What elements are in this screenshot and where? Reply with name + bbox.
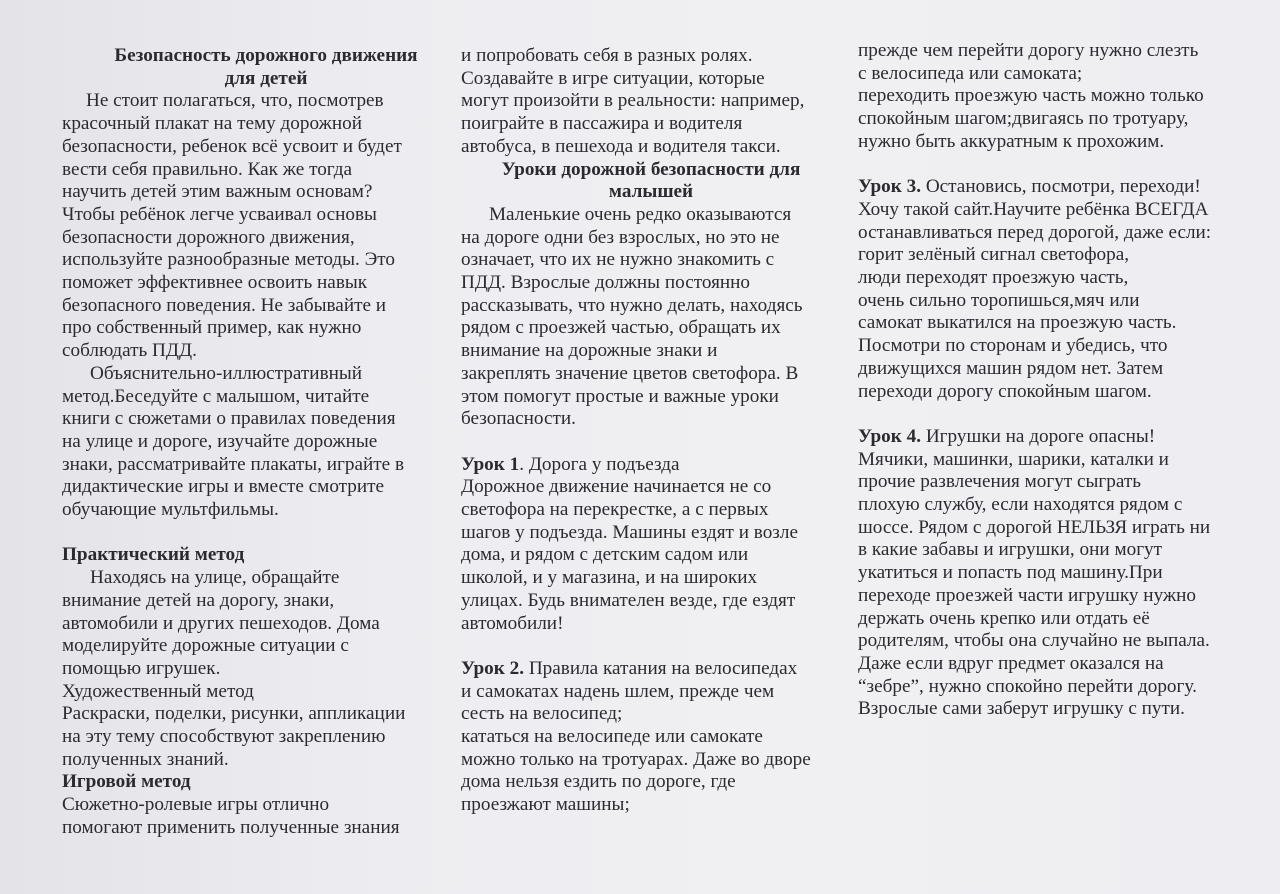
text-line: переходи дорогу спокойным шагом. [858, 380, 1152, 402]
text-line: можно только на тротуарах. Даже во дворе [461, 748, 811, 770]
game-method-continuation [461, 45, 841, 159]
text-line: Хочу такой сайт.Научите ребёнка ВСЕГДА [858, 198, 1209, 220]
text-line: моделируйте дорожные ситуации с [62, 635, 349, 657]
text-line: вести себя правильно. Как же тогда [62, 158, 352, 180]
text-line: шоссе. Рядом с дорогой НЕЛЬЗЯ играть ни [858, 516, 1211, 538]
text-line: Чтобы ребёнок легче усваивал основы [62, 203, 377, 225]
artistic-method-heading: Художественный метод [62, 680, 254, 702]
text-line: прочие развлечения могут сыграть [858, 471, 1142, 493]
text-line: Безопасность дорожного движения [114, 45, 418, 66]
text-line: движущихся машин рядом нет. Затем [858, 357, 1164, 379]
lessons-intro-paragraph [461, 204, 841, 431]
lesson-1-paragraph [461, 476, 841, 635]
text-line: Посмотри по сторонам и убедись, что [858, 335, 1168, 357]
text-line: автомобили и других пешеходов. Дома [62, 612, 380, 634]
text-line: сесть на велосипед; [461, 703, 623, 725]
text-line: кататься на велосипеде или самокате [461, 726, 763, 748]
text-line: автомобили! [461, 612, 564, 634]
text-line: рядом с проезжей частью, обращать их [461, 317, 781, 339]
lesson-3-heading [858, 176, 1238, 199]
text-line: шагов у подъезда. Машины ездят и возле [461, 521, 798, 543]
text-line: светофора на перекрестке, а с первых [461, 499, 769, 521]
text-line: внимание детей на дорогу, знаки, [62, 589, 335, 611]
text-line: метод.Беседуйте с малышом, читайте [62, 385, 370, 407]
text-line: и попробовать себя в разных ролях. [461, 45, 753, 66]
text-line: поиграйте в пассажира и водителя [461, 113, 743, 135]
text-line: улицах. Будь внимателен везде, где ездят [461, 589, 796, 611]
text-line: нужно быть аккуратным к прохожим. [858, 130, 1165, 152]
text-line: книги с сюжетами о правилах поведения [62, 408, 396, 430]
text-line: “зебре”, нужно спокойно перейти дорогу. [858, 675, 1197, 697]
text-line: дидактические игры и вместе смотрите [62, 476, 385, 498]
lessons-title [461, 159, 841, 204]
text-line: с велосипеда или самоката; [858, 62, 1083, 84]
text-line: Дорожное движение начинается не со [461, 476, 772, 498]
illustrative-method-paragraph [62, 363, 440, 522]
text-line: Мячики, машинки, шарики, каталки и [858, 448, 1169, 470]
text-line: проезжают машины; [461, 794, 630, 816]
text-line: прежде чем перейти дорогу нужно слезть [858, 40, 1199, 61]
lesson-3-title: Остановись, посмотри, переходи! [921, 176, 1201, 198]
text-line: рассказывать, что нужно делать, находясь [461, 294, 803, 316]
lesson-1-heading [461, 454, 841, 477]
text-line: могут произойти в реальности: например, [461, 90, 805, 112]
text-line: Создавайте в игре ситуации, которые [461, 67, 765, 89]
text-line: школой, и у магазина, и на широких [461, 567, 758, 589]
text-line: Находясь на улице, обращайте [90, 567, 340, 589]
lesson-2-paragraph [461, 681, 841, 817]
text-line: Маленькие очень редко оказываются [489, 203, 792, 225]
lesson-4-label: Урок 4. [858, 425, 922, 447]
text-line: родителям, чтобы она случайно не выпала. [858, 630, 1210, 652]
intro-paragraph-cont [62, 136, 440, 363]
text-line: Не стоит полагаться, что, посмотрев [86, 90, 384, 112]
text-line: красочный плакат на тему дорожной [62, 113, 362, 135]
practical-method-paragraph [62, 567, 440, 681]
column-1 [62, 0, 440, 840]
text-line: безопасного поведения. Не забывайте и [62, 294, 387, 316]
text-line: научить детей этим важным основам? [62, 181, 373, 203]
text-line: помощью игрушек. [62, 657, 221, 679]
text-line: ПДД. Взрослые должны постоянно [461, 272, 751, 294]
text-line: плохую службу, если находятся рядом с [858, 494, 1183, 516]
lesson-4-paragraph [858, 449, 1238, 721]
text-line: Даже если вдруг предмет оказался на [858, 652, 1164, 674]
lesson-2-title: Правила катания на велосипедах [524, 657, 798, 679]
text-line: знаки, рассматривайте плакаты, играйте в [62, 453, 405, 475]
leaflet-title [62, 45, 440, 90]
text-line: в какие забавы и игрушки, они могут [858, 539, 1163, 561]
text-line: соблюдать ПДД. [62, 340, 197, 362]
text-line: закреплять значение цветов светофора. В [461, 362, 799, 384]
text-line: горит зелёный сигнал светофора, [858, 244, 1130, 266]
lesson-4-heading [858, 426, 1238, 449]
intro-paragraph [62, 90, 440, 135]
text-line: очень сильно торопишься,мяч или [858, 289, 1140, 311]
lesson-2-heading [461, 658, 841, 681]
text-line: означает, что их не нужно знакомить с [461, 249, 775, 271]
text-line: используйте разнообразные методы. Это [62, 249, 395, 271]
text-line: самокат выкатился на проезжую часть. [858, 312, 1177, 334]
text-line: люди переходят проезжую часть, [858, 267, 1129, 289]
text-line: Объяснительно-иллюстративный [90, 362, 363, 384]
lesson-2-label: Урок 2. [461, 657, 525, 679]
text-line: держать очень крепко или отдать её [858, 607, 1150, 629]
text-line: на улице и дороге, изучайте дорожные [62, 430, 378, 452]
text-line: безопасности дорожного движения, [62, 226, 355, 248]
text-line: малышей [608, 181, 694, 203]
text-line: обучающие мультфильмы. [62, 499, 279, 521]
text-line: безопасности, ребенок всё усвоит и будет [62, 135, 402, 157]
text-line: этом помогут простые и важные уроки [461, 385, 779, 407]
text-line: укатиться и попасть под машину.При [858, 562, 1163, 584]
text-line: и самокатах надень шлем, прежде чем [461, 680, 775, 702]
text-line: про собственный пример, как нужно [62, 317, 362, 339]
text-line: спокойным шагом;двигаясь по тротуару, [858, 108, 1189, 130]
text-line: Взрослые сами заберут игрушку с пути. [858, 698, 1185, 720]
text-line: дома нельзя ездить по дороге, где [461, 771, 736, 793]
lesson-4-title: Игрушки на дороге опасны! [921, 425, 1156, 447]
lesson-1-label: Урок 1 [461, 453, 520, 475]
lesson-3-paragraph [858, 199, 1238, 403]
text-line: автобуса, в пешехода и водителя такси. [461, 135, 781, 157]
text-line: на эту тему способствуют закреплению [62, 726, 386, 748]
text-line: внимание на дорожные знаки и [461, 340, 718, 362]
artistic-method-paragraph [62, 703, 440, 771]
practical-method-heading: Практический метод [62, 544, 245, 566]
text-line: переходить проезжую часть можно только [858, 85, 1204, 107]
text-line: безопасности. [461, 408, 576, 430]
text-line: для детей [224, 67, 308, 89]
text-line: на дороге одни без взрослых, но это не [461, 226, 780, 248]
game-method-heading: Игровой метод [62, 771, 191, 793]
text-line: Раскраски, поделки, рисунки, аппликации [62, 703, 406, 725]
text-line: помогают применить полученные знания [62, 816, 400, 838]
text-line: останавливаться перед дорогой, даже если: [858, 221, 1212, 243]
text-line: дома, и рядом с детским садом или [461, 544, 749, 566]
text-line: Сюжетно-ролевые игры отлично [62, 794, 330, 816]
text-line: Уроки дорожной безопасности для [501, 158, 801, 180]
text-line: поможет эффективнее освоить навык [62, 272, 368, 294]
lesson-3-label: Урок 3. [858, 176, 922, 198]
column-3 [858, 0, 1238, 721]
game-method-paragraph [62, 794, 440, 839]
text-line: переходе проезжей части игрушку нужно [858, 584, 1197, 606]
lesson-2-continuation [858, 40, 1238, 154]
column-2 [461, 0, 841, 817]
lesson-1-title: . Дорога у подъезда [519, 453, 680, 475]
text-line: полученных знаний. [62, 748, 229, 770]
